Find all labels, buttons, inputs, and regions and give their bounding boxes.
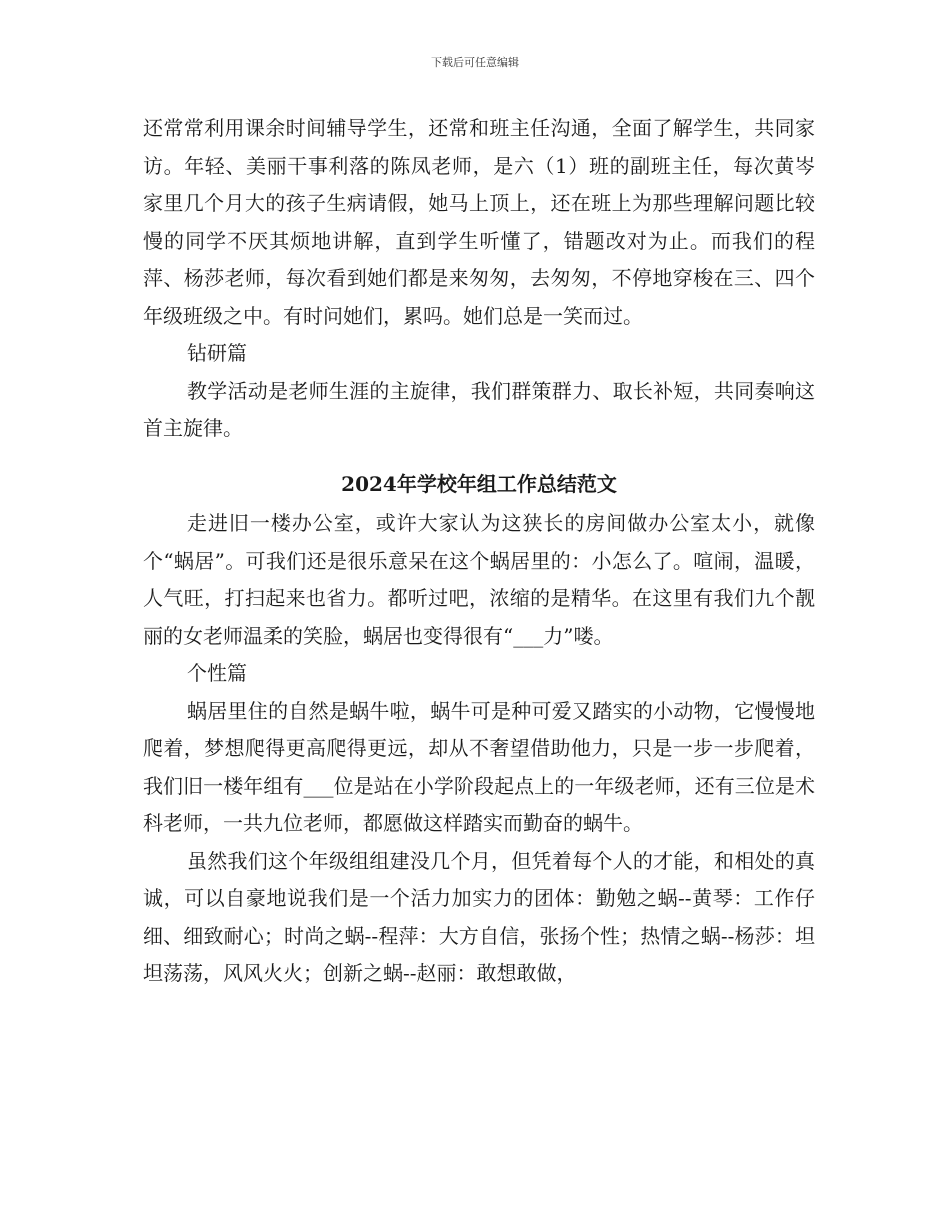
document-title: 2024年学校年组工作总结范文 bbox=[341, 471, 617, 496]
page-header: 下载后可任意编辑 bbox=[431, 56, 519, 69]
section-heading-research: 钻研篇 bbox=[187, 341, 247, 365]
section-heading-personality: 个性篇 bbox=[187, 661, 247, 685]
paragraph-team: 虽然我们这个年级组组建没几个月，但凭着每个人的才能，和相处的真诚，可以自豪地说我们是一个活力加实力的团体：勤勉之蜗--黄琴：工作仔细、细致耐心；时尚之蜗--程萍：大方自信，张扬个性；热情之蜗--杨莎：坦坦荡荡，风风火火；创新之蜗--赵丽：敢想敢做， bbox=[143, 848, 815, 985]
document-body bbox=[143, 110, 815, 993]
paragraph-continuation: 还常常利用课余时间辅导学生，还常和班主任沟通，全面了解学生，共同家访。年轻、美丽干事利落的陈凤老师，是六（1）班的副班主任，每次黄岑家里几个月大的孩子生病请假，她马上顶上，还在班上为那些理解问题比较慢的同学不厌其烦地讲解，直到学生听懂了，错题改对为止。而我们的程萍、杨莎老师，每次看到她们都是来匆匆，去匆匆，不停地穿梭在三、四个年级班级之中。有时问她们，累吗。她们总是一笑而过。 bbox=[143, 116, 815, 328]
paragraph-research: 教学活动是老师生涯的主旋律，我们群策群力、取长补短，共同奏响这首主旋律。 bbox=[143, 378, 815, 440]
paragraph-intro: 走进旧一楼办公室，或许大家认为这狭长的房间做办公室太小，就像个“蜗居”。可我们还是很乐意呆在这个蜗居里的：小怎么了。喧闹，温暖，人气旺，打扫起来也省力。都听过吧，浓缩的是精华。在这里有我们九个靓丽的女老师温柔的笑脸，蜗居也变得很有“___力”喽。 bbox=[143, 511, 815, 648]
paragraph-snail: 蜗居里住的自然是蜗牛啦，蜗牛可是种可爱又踏实的小动物，它慢慢地爬着，梦想爬得更高爬得更远，却从不奢望借助他力，只是一步一步爬着，我们旧一楼年组有___位是站在小学阶段起点上的一年级老师，还有三位是术科老师，一共九位老师，都愿做这样踏实而勤奋的蜗牛。 bbox=[143, 698, 815, 835]
